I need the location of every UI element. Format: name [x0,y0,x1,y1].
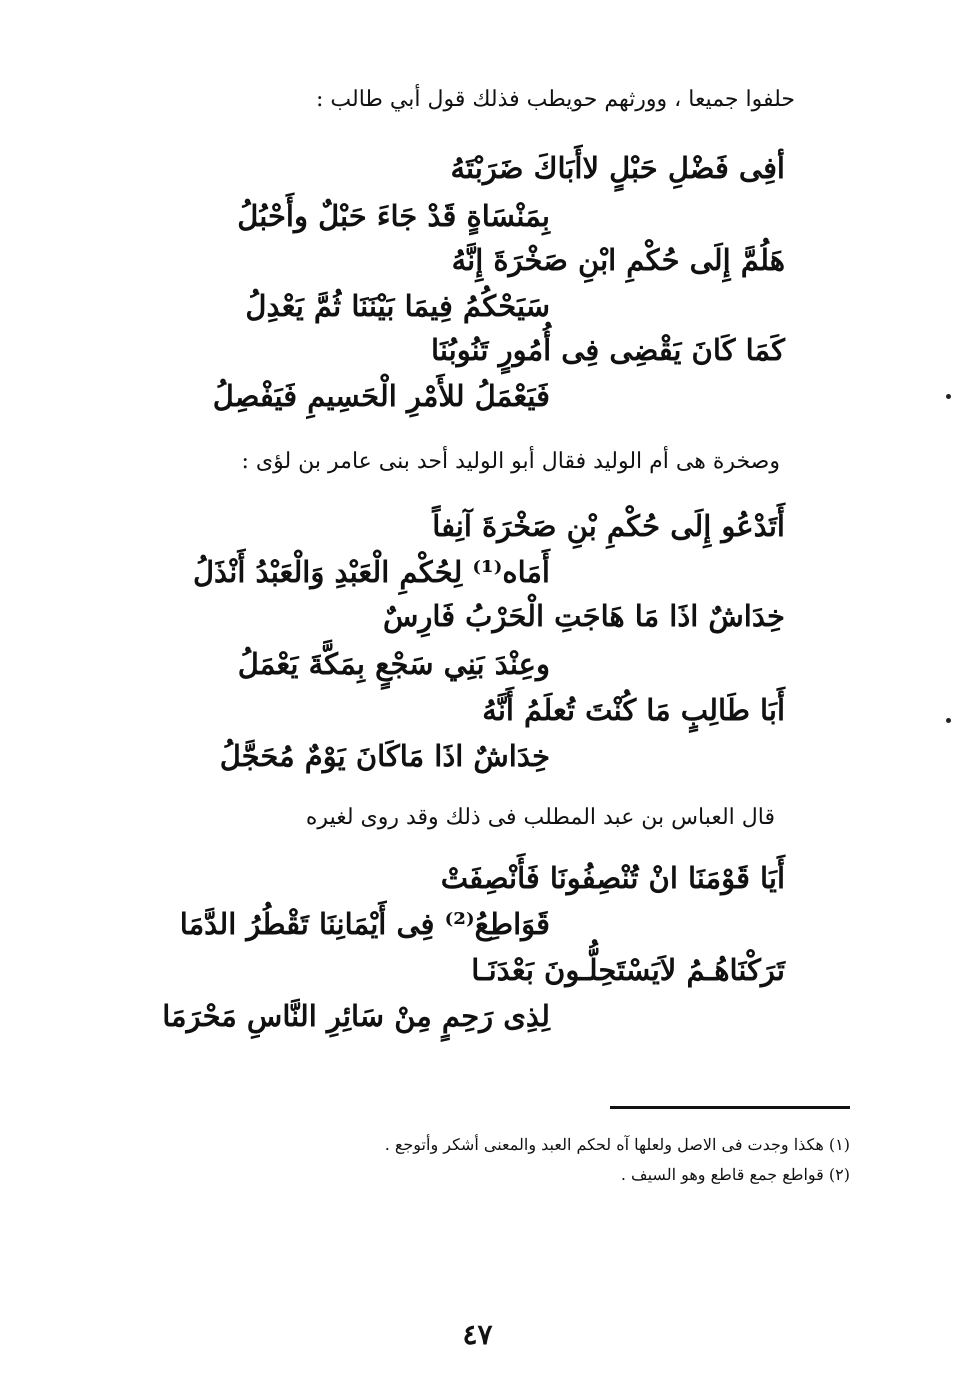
footnote-divider [610,1106,850,1109]
poem3-line-1: أَيَا قَوْمَنَا انْ تُنْصِفُونَا فَأَنْصِفَتْ [440,861,785,895]
footnote-1: (١) هكذا وجدت فى الاصل ولعلها آه لحكم العبد والمعنى أشكر وأتوجع . [384,1135,850,1154]
poem1-line-6: فَيَعْمَلُ للأَمْرِ الْحَسِيمِ فَيَفْصِلُ [212,379,550,413]
poem2-line-2: أَمَاه⁽¹⁾ لِحُكْمِ الْعَبْدِ وَالْعَبْدُ أَنْذَلُ [192,555,550,589]
prose-third: قال العباس بن عبد المطلب فى ذلك وقد روى لغيره [305,805,775,830]
poem2-line-3: خِدَاشٌ اذَا مَا هَاجَتِ الْحَرْبُ فَارِسٌ [382,599,785,633]
margin-dot [946,394,951,399]
prose-intro: حلفوا جميعا ، وورثهم حويطب فذلك قول أبي طالب : [316,87,795,112]
prose-second: وصخرة هى أم الوليد فقال أبو الوليد أحد بنى عامر بن لؤى : [241,449,780,474]
poem1-line-5: كَمَا كَانَ يَقْضِى فِى أُمُورٍ تَنُوبُنَا [431,333,785,367]
poem2-line-4: وعِنْدَ بَنِي سَجْعٍ بِمَكَّةَ يَعْمَلُ [237,647,550,681]
poem2-line-6: خِدَاشٌ اذَا مَاكَانَ يَوْمٌ مُحَجَّلُ [219,739,550,773]
page-number: ٤٧ [462,1318,493,1351]
poem1-line-4: سَيَحْكُمُ فِيمَا بَيْنَنَا ثُمَّ يَعْدِلُ [245,289,550,323]
poem2-line-5: أَبَا طَالِبٍ مَا كُنْتَ تُعلَمُ أَنَّهُ [482,693,785,727]
poem1-line-3: هَلُمَّ إِلَى حُكْمِ ابْنِ صَخْرَةَ إِنَّهُ [451,243,785,277]
margin-dot [946,718,951,723]
poem2-line-1: أَتَدْعُو إِلَى حُكْمِ بْنِ صَخْرَةَ آنِفاً [432,509,785,543]
poem3-line-2: قَوَاطِعُ⁽²⁾ فِى أَيْمَانِنَا تَقْطُرُ الدَّمَا [179,907,550,941]
poem3-line-3: تَرَكْنَاهُـمُ لاَيَسْتَحِلُّـونَ بَعْدَنَـا [471,953,785,987]
poem1-line-1: أفِى فَضْلِ حَبْلٍ لاأَبَاكَ ضَرَبْتَهُ [450,151,785,185]
poem1-line-2: بِمَنْسَاةٍ قَدْ جَاءَ حَبْلٌ وأَحْبُلُ [237,199,550,233]
poem3-line-4: لِذِى رَحِمٍ مِنْ سَائِرِ النَّاسِ مَحْرَمَا [162,999,550,1033]
footnote-2: (٢) قواطع جمع قاطع وهو السيف . [620,1165,850,1184]
